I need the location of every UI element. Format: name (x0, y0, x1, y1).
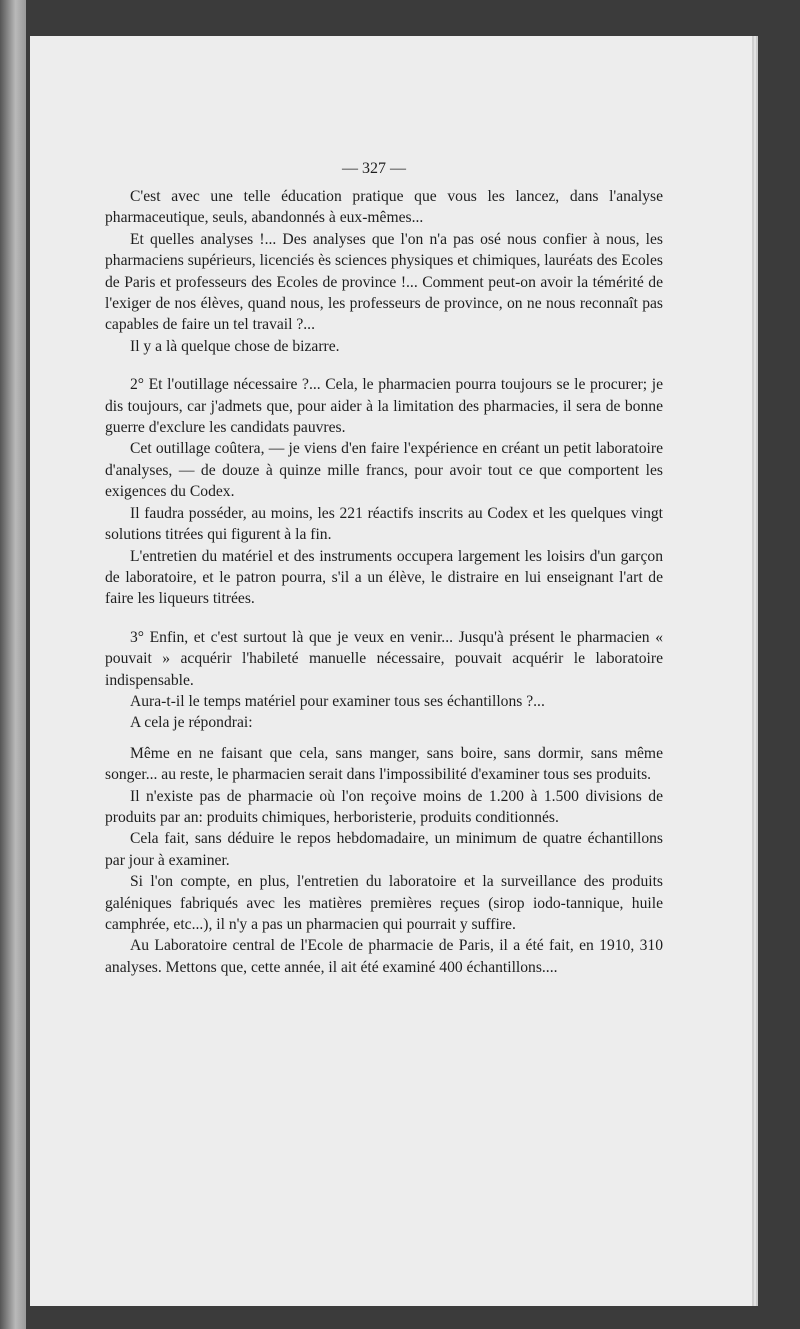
paragraph: L'entretien du matériel et des instruments occupera largement les loisirs d'un garçon de laboratoire, et le patron pourra, s'il a un élève, le distraire en lui enseignant l'art de faire les liqueurs titrées. (105, 547, 663, 608)
paragraph: 2° Et l'outillage nécessaire ?... Cela, le pharmacien pourra toujours se le procurer; je dis toujours, car j'admets que, pour aider à la limitation des pharmacies, il sera de bonne guerre d'exclure les candidats pauvres. (105, 376, 663, 437)
paragraph: Même en ne faisant que cela, sans manger, sans boire, sans dormir, sans même songer... au reste, le pharmacien serait dans l'impossibilité d'examiner tous ses produits. (105, 744, 663, 784)
adjacent-page-edge (0, 0, 26, 1329)
paragraph: Cela fait, sans déduire le repos hebdomadaire, un minimum de quatre échantillons par jour à examiner. (105, 830, 663, 869)
paragraph: Il y a là quelque chose de bizarre. (130, 337, 340, 355)
paragraph: Il n'existe pas de pharmacie où l'on reçoive moins de 1.200 à 1.500 divisions de produits par an: produits chimiques, herboristerie, produits conditionnés. (105, 787, 663, 826)
paragraph: C'est avec une telle éducation pratique que vous les lancez, dans l'analyse pharmaceutique, seuls, abandonnés à eux-mêmes... (105, 188, 663, 227)
paragraph: Si l'on compte, en plus, l'entretien du laboratoire et la surveillance des produits galéniques fabriqués avec les matières premières reçues (sirop iodo-tannique, huile camphrée, etc...), il n'y a pas un pharmacien qui pourrait y suffire. (105, 873, 663, 933)
page-number: — 327 — (342, 160, 406, 177)
paragraph: Et quelles analyses !... Des analyses que l'on n'a pas osé nous confier à nous, les pharmaciens supérieurs, licenciés ès sciences physiques et chimiques, lauréats des Ecoles de Paris et professeurs des Ecoles de province !... Comment peut-on avoir la témérité de l'exiger de nos élèves, quand nous, les professeurs de province, on ne nous reconnaît pas capables de faire un tel travail ?... (105, 230, 663, 334)
book-page (30, 36, 752, 1306)
page-body (105, 186, 663, 978)
paragraph: Aura-t-il le temps matériel pour examiner tous ses échantillons ?... (130, 692, 545, 710)
paragraph: Il faudra posséder, au moins, les 221 réactifs inscrits au Codex et les quelques vingt solutions titrées qui figurent à la fin. (105, 504, 663, 544)
paragraph: 3° Enfin, et c'est surtout là que je veux en venir... Jusqu'à présent le pharmacien « pouvait » acquérir l'habileté manuelle nécessaire, pouvait acquérir le laboratoire indispensable. (105, 628, 663, 689)
paragraph: Au Laboratoire central de l'Ecole de pharmacie de Paris, il a été fait, en 1910, 310 analyses. Mettons que, cette année, il ait été examiné 400 échantillons.... (105, 937, 663, 976)
paragraph: Cet outillage coûtera, — je viens d'en faire l'expérience en créant un petit laboratoire d'analyses, — de douze à quinze mille francs, pour avoir tout ce que comportent les exigences du Codex. (105, 440, 663, 501)
paragraph: A cela je répondrai: (130, 714, 253, 732)
